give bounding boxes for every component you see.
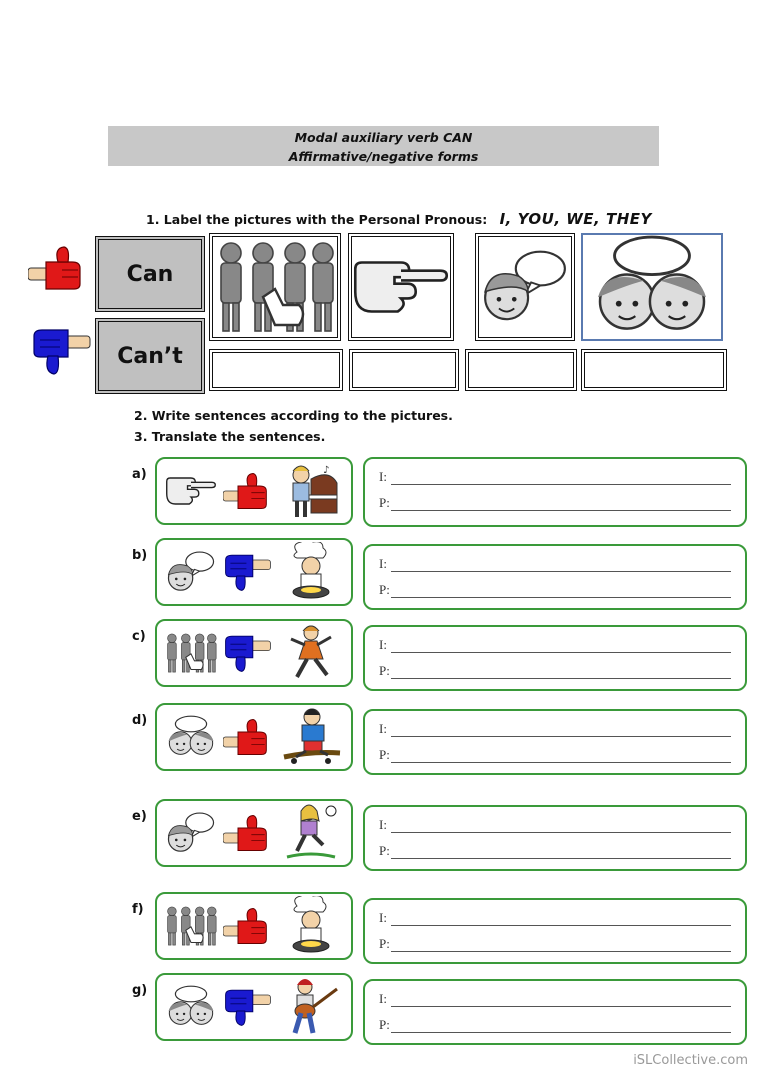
answer-line [391, 652, 731, 653]
exercise-picture-panel [155, 538, 353, 606]
line-label: I: [379, 991, 387, 1006]
translation-input-polish[interactable] [379, 663, 731, 681]
translation-input-polish[interactable] [379, 1017, 731, 1035]
answer-line [391, 925, 731, 926]
answer-line [391, 510, 731, 511]
thumb-up-icon [223, 717, 273, 757]
cant-label: Can’t [117, 343, 183, 369]
thumb-down-icon [223, 987, 273, 1027]
answer-line [391, 484, 731, 485]
answer-line [391, 571, 731, 572]
answer-panel [363, 625, 747, 691]
exercise-picture-panel [155, 457, 353, 525]
answer-panel [363, 709, 747, 775]
thumb-up-icon [223, 906, 273, 946]
answer-panel [363, 805, 747, 871]
two-kids-speech-icon [583, 235, 721, 339]
translation-input-polish[interactable] [379, 843, 731, 861]
answer-line [391, 1032, 731, 1033]
answer-line [391, 762, 731, 763]
line-label: P: [379, 936, 390, 951]
picture-you [348, 233, 454, 341]
group-people-icon [165, 623, 217, 683]
group-people-icon [213, 237, 337, 337]
line-label: I: [379, 910, 387, 925]
answer-line [391, 678, 731, 679]
line-label: P: [379, 663, 390, 678]
translation-input-english[interactable] [379, 637, 731, 655]
translation-input-polish[interactable] [379, 936, 731, 954]
exercise-letter: a) [132, 467, 147, 482]
exercise-letter: e) [132, 809, 147, 824]
boy-speech-icon [479, 237, 571, 337]
pointing-hand-icon [352, 237, 450, 337]
thumb-down-icon [223, 552, 273, 592]
line-label: I: [379, 721, 387, 736]
exercise-picture-panel [155, 973, 353, 1041]
chef-cooking-icon [275, 896, 347, 956]
instruction-2: 2. Write sentences according to the pictures. [134, 408, 453, 423]
label-box-3[interactable] [465, 349, 577, 391]
exercise-letter: d) [132, 713, 148, 728]
exercise-letter: g) [132, 983, 148, 998]
can-label: Can [126, 261, 174, 287]
label-box-4[interactable] [581, 349, 727, 391]
thumb-down-icon [32, 326, 92, 376]
answer-panel [363, 457, 747, 527]
answer-line [391, 736, 731, 737]
answer-panel [363, 979, 747, 1045]
thumb-up-icon [28, 246, 88, 290]
dancer-icon [275, 623, 347, 683]
boy-speech-icon [165, 542, 217, 602]
answer-line [391, 951, 731, 952]
picture-i [475, 233, 575, 341]
exercise-letter: b) [132, 548, 148, 563]
line-label: I: [379, 637, 387, 652]
can-box [95, 236, 205, 312]
thumb-up-icon [223, 471, 273, 511]
translation-input-polish[interactable] [379, 495, 731, 513]
skateboarder-icon [275, 707, 347, 767]
instruction-1 [146, 210, 652, 228]
translation-input-polish[interactable] [379, 582, 731, 600]
cant-box [95, 318, 205, 394]
answer-line [391, 1006, 731, 1007]
line-label: P: [379, 495, 390, 510]
instruction-3: 3. Translate the sentences. [134, 429, 326, 444]
boy-speech-icon [165, 803, 217, 863]
site-watermark: iSLCollective.com [633, 1053, 748, 1068]
soccer-girl-icon [275, 803, 347, 863]
translation-input-english[interactable] [379, 469, 731, 487]
answer-line [391, 858, 731, 859]
answer-panel [363, 898, 747, 964]
title-line-2: Affirmative/negative forms [288, 149, 479, 164]
worksheet-title [108, 126, 659, 166]
translation-input-english[interactable] [379, 721, 731, 739]
translation-input-english[interactable] [379, 991, 731, 1009]
exercise-picture-panel [155, 892, 353, 960]
answer-line [391, 832, 731, 833]
label-box-1[interactable] [209, 349, 343, 391]
picture-we [581, 233, 723, 341]
group-people-icon [165, 896, 217, 956]
line-label: I: [379, 817, 387, 832]
guitar-player-icon [275, 977, 347, 1037]
piano-player-icon [275, 461, 347, 521]
line-label: P: [379, 1017, 390, 1032]
title-line-1: Modal auxiliary verb CAN [294, 130, 473, 145]
translation-input-polish[interactable] [379, 747, 731, 765]
exercise-picture-panel [155, 619, 353, 687]
line-label: I: [379, 556, 387, 571]
line-label: P: [379, 582, 390, 597]
instruction-1-text: 1. Label the pictures with the Personal Pronous: [146, 212, 488, 227]
picture-they [209, 233, 341, 341]
answer-line [391, 597, 731, 598]
thumb-down-icon [223, 633, 273, 673]
line-label: P: [379, 843, 390, 858]
two-kids-speech-icon [165, 707, 217, 767]
translation-input-english[interactable] [379, 817, 731, 835]
label-box-2[interactable] [349, 349, 459, 391]
line-label: I: [379, 469, 387, 484]
pointing-hand-icon [165, 461, 217, 521]
translation-input-english[interactable] [379, 910, 731, 928]
exercise-letter: c) [132, 629, 146, 644]
thumb-up-icon [223, 813, 273, 853]
translation-input-english[interactable] [379, 556, 731, 574]
exercise-picture-panel [155, 703, 353, 771]
exercise-letter: f) [132, 902, 144, 917]
chef-cooking-icon [275, 542, 347, 602]
two-kids-speech-icon [165, 977, 217, 1037]
pronoun-list: I, YOU, WE, THEY [499, 210, 652, 228]
line-label: P: [379, 747, 390, 762]
exercise-picture-panel [155, 799, 353, 867]
answer-panel [363, 544, 747, 610]
